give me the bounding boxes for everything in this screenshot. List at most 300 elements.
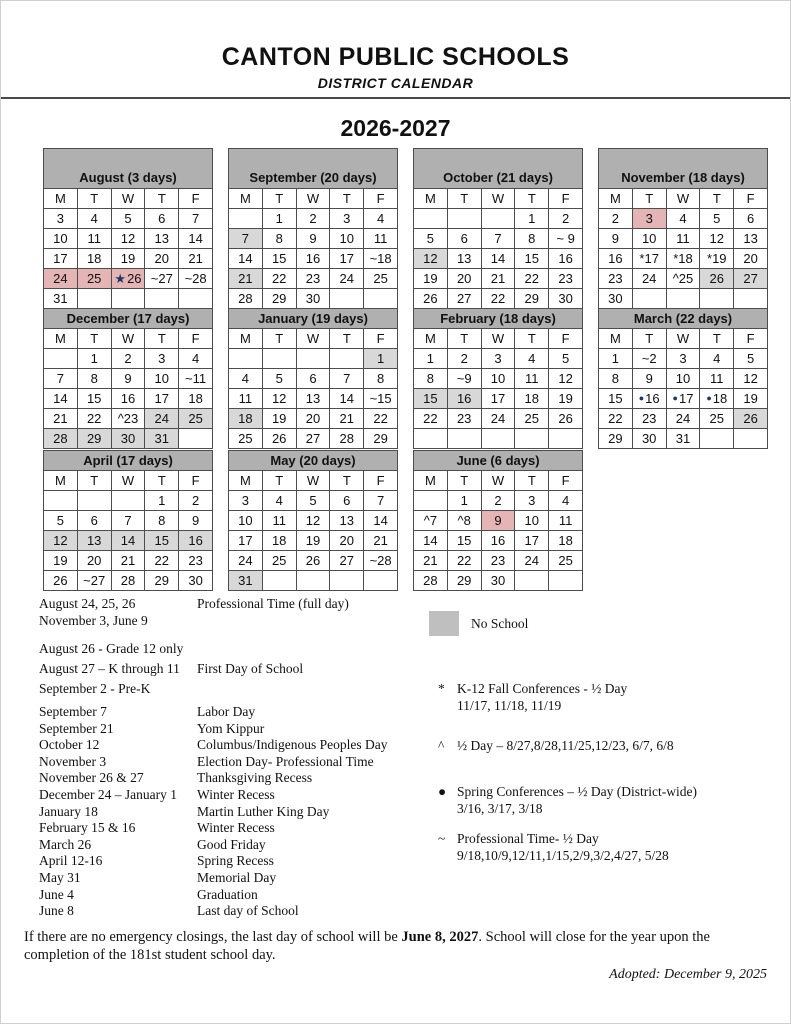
day-cell: 17 <box>330 249 364 269</box>
event-row <box>39 787 439 804</box>
week-row <box>599 429 768 449</box>
day-cell <box>229 349 263 369</box>
month-table-august <box>43 148 213 309</box>
no-school-swatch <box>429 611 459 636</box>
symbol-legend-row <box>429 830 774 864</box>
first-day-line-1: August 26 - Grade 12 only <box>39 641 184 656</box>
month-table-june <box>413 450 583 591</box>
day-cell <box>44 491 78 511</box>
weekday-label: W <box>666 329 700 349</box>
day-cell: 8 <box>414 369 448 389</box>
month-table-january <box>228 308 398 449</box>
day-cell: 12 <box>111 229 145 249</box>
day-cell: 18 <box>77 249 111 269</box>
day-cell: 15 <box>414 389 448 409</box>
day-cell: 17 <box>229 531 263 551</box>
month-table-november <box>598 148 768 309</box>
day-cell: 16 <box>447 389 481 409</box>
day-cell <box>414 209 448 229</box>
day-cell: 3 <box>666 349 700 369</box>
day-cell: 2 <box>111 349 145 369</box>
day-cell: 26 <box>549 409 583 429</box>
day-cell: 28 <box>229 289 263 309</box>
day-cell: 17 <box>481 389 515 409</box>
month-table-december <box>43 308 213 449</box>
event-row <box>39 820 439 837</box>
day-cell: ~28 <box>364 551 398 571</box>
legend-left-column <box>39 595 439 920</box>
day-cell: 6 <box>330 491 364 511</box>
week-row <box>229 229 398 249</box>
day-cell: 23 <box>549 269 583 289</box>
weekday-label: F <box>549 329 583 349</box>
day-cell: 23 <box>447 409 481 429</box>
day-cell: 28 <box>330 429 364 449</box>
day-cell: 1 <box>414 349 448 369</box>
day-cell: 17 <box>145 389 179 409</box>
week-row <box>414 249 583 269</box>
weekday-label: F <box>549 189 583 209</box>
week-row <box>229 551 398 571</box>
day-cell: 11 <box>549 511 583 531</box>
month-table-april <box>43 450 213 591</box>
weekday-label: T <box>145 189 179 209</box>
event-date: September 21 <box>39 720 114 736</box>
weekday-label: M <box>414 329 448 349</box>
day-cell <box>44 349 78 369</box>
day-cell: ●18 <box>700 389 734 409</box>
day-cell: 10 <box>481 369 515 389</box>
day-cell: 3 <box>481 349 515 369</box>
day-cell: 30 <box>599 289 633 309</box>
weekday-label: T <box>330 189 364 209</box>
weekday-label: T <box>330 329 364 349</box>
day-cell <box>229 209 263 229</box>
day-cell: 28 <box>44 429 78 449</box>
day-cell <box>364 289 398 309</box>
day-cell: 12 <box>44 531 78 551</box>
day-cell: 16 <box>481 531 515 551</box>
weekday-label: T <box>447 471 481 491</box>
week-row <box>414 511 583 531</box>
day-cell: 20 <box>145 249 179 269</box>
day-cell: 12 <box>700 229 734 249</box>
symbol-text: 11/17, 11/18, 11/19 <box>457 698 562 713</box>
day-cell: 25 <box>364 269 398 289</box>
day-cell: 21 <box>44 409 78 429</box>
day-cell: 31 <box>666 429 700 449</box>
day-cell: 19 <box>111 249 145 269</box>
week-row <box>599 409 768 429</box>
footer-text-post: . School will close for the year upon the completion of the 181st student school day. <box>24 929 710 963</box>
day-cell: 16 <box>179 531 213 551</box>
day-cell: ●16 <box>632 389 666 409</box>
day-cell: 17 <box>44 249 78 269</box>
day-cell: 31 <box>229 571 263 591</box>
weekday-label: F <box>549 471 583 491</box>
day-cell: 22 <box>145 551 179 571</box>
week-row <box>414 531 583 551</box>
day-cell: 30 <box>111 429 145 449</box>
day-cell: 1 <box>77 349 111 369</box>
symbol-text: K-12 Fall Conferences - ½ Day <box>457 681 628 696</box>
day-cell: 10 <box>145 369 179 389</box>
day-cell <box>734 429 768 449</box>
weekday-label: T <box>700 189 734 209</box>
day-cell: 7 <box>111 511 145 531</box>
professional-time-legend <box>39 595 439 629</box>
day-cell: 11 <box>515 369 549 389</box>
week-row <box>44 571 213 591</box>
day-cell: 5 <box>734 349 768 369</box>
week-row <box>414 429 583 449</box>
day-cell: 4 <box>515 349 549 369</box>
day-cell: 29 <box>447 571 481 591</box>
day-cell: 22 <box>77 409 111 429</box>
day-cell: 10 <box>632 229 666 249</box>
day-cell: 9 <box>296 229 330 249</box>
day-cell: ~ 9 <box>549 229 583 249</box>
week-row <box>44 389 213 409</box>
day-cell: 7 <box>229 229 263 249</box>
day-cell: 4 <box>77 209 111 229</box>
day-cell: *19 <box>700 249 734 269</box>
week-row <box>229 531 398 551</box>
day-cell <box>515 571 549 591</box>
day-cell <box>481 429 515 449</box>
week-row <box>414 209 583 229</box>
event-date: December 24 – January 1 <box>39 786 177 802</box>
weekday-label: W <box>481 471 515 491</box>
day-cell: 6 <box>77 511 111 531</box>
day-cell: 29 <box>599 429 633 449</box>
calendar-row-2 <box>43 308 768 449</box>
month-title: May (20 days) <box>229 451 398 471</box>
day-cell: 29 <box>77 429 111 449</box>
day-cell: 16 <box>599 249 633 269</box>
day-cell: ~9 <box>447 369 481 389</box>
event-name: Columbus/Indigenous Peoples Day <box>197 737 388 753</box>
week-row <box>414 349 583 369</box>
day-cell: ~18 <box>364 249 398 269</box>
weekday-label: F <box>734 189 768 209</box>
day-cell: 20 <box>330 531 364 551</box>
day-cell: 25 <box>515 409 549 429</box>
day-cell: 3 <box>632 209 666 229</box>
day-cell: 25 <box>700 409 734 429</box>
day-cell: ~2 <box>632 349 666 369</box>
day-cell: 24 <box>229 551 263 571</box>
symbol-legend-row <box>429 783 774 817</box>
dot-icon: ● <box>706 393 712 403</box>
day-cell: 26 <box>296 551 330 571</box>
day-cell: 22 <box>481 289 515 309</box>
day-cell: 18 <box>262 531 296 551</box>
event-date: November 26 & 27 <box>39 770 144 786</box>
week-row <box>599 229 768 249</box>
day-cell: 17 <box>515 531 549 551</box>
first-day-line-3: September 2 - Pre-K <box>39 681 151 696</box>
day-cell: 11 <box>229 389 263 409</box>
month-table-september <box>228 148 398 309</box>
day-cell: 3 <box>229 491 263 511</box>
month-table-october <box>413 148 583 309</box>
day-cell: 14 <box>414 531 448 551</box>
day-cell: ~15 <box>364 389 398 409</box>
day-cell <box>179 289 213 309</box>
day-cell <box>77 289 111 309</box>
page-header <box>1 1 790 142</box>
symbol-text: Professional Time- ½ Day <box>457 831 599 846</box>
day-cell: 3 <box>515 491 549 511</box>
week-row <box>44 249 213 269</box>
day-cell: 9 <box>179 511 213 531</box>
day-cell: 4 <box>549 491 583 511</box>
symbol-glyph: ~ <box>438 831 446 846</box>
event-name: Winter Recess <box>197 820 275 836</box>
day-cell: ●17 <box>666 389 700 409</box>
weekday-label: T <box>515 189 549 209</box>
month-title: September (20 days) <box>229 149 398 189</box>
day-cell: 29 <box>364 429 398 449</box>
weekday-label: T <box>262 329 296 349</box>
event-row <box>39 887 439 904</box>
week-row <box>44 269 213 289</box>
month-table-february <box>413 308 583 449</box>
day-cell: 7 <box>44 369 78 389</box>
footer-note <box>24 929 770 964</box>
week-row <box>44 289 213 309</box>
week-row <box>414 289 583 309</box>
weekday-label: M <box>44 329 78 349</box>
day-cell: 14 <box>44 389 78 409</box>
day-cell <box>179 429 213 449</box>
day-cell <box>296 571 330 591</box>
day-cell: 8 <box>364 369 398 389</box>
event-name: Spring Recess <box>197 853 274 869</box>
day-cell: 8 <box>77 369 111 389</box>
event-date: January 18 <box>39 803 98 819</box>
day-cell: 26 <box>262 429 296 449</box>
weekday-label: T <box>145 471 179 491</box>
weekday-label: T <box>515 471 549 491</box>
weekday-label: M <box>414 471 448 491</box>
day-cell <box>330 571 364 591</box>
event-name: Good Friday <box>197 836 266 852</box>
day-cell: 10 <box>330 229 364 249</box>
weekday-label: F <box>364 471 398 491</box>
event-name: Memorial Day <box>197 869 277 885</box>
star-icon: ★ <box>114 271 127 286</box>
day-cell <box>549 571 583 591</box>
day-cell <box>700 289 734 309</box>
day-cell: 26 <box>414 289 448 309</box>
day-cell: 26 <box>734 409 768 429</box>
calendar-row-3 <box>43 450 583 591</box>
day-cell: 31 <box>145 429 179 449</box>
weekday-label: T <box>77 471 111 491</box>
day-cell: 27 <box>330 551 364 571</box>
week-row <box>44 491 213 511</box>
weekday-label: T <box>77 329 111 349</box>
weekday-label: F <box>734 329 768 349</box>
day-cell: 24 <box>632 269 666 289</box>
day-cell: 30 <box>549 289 583 309</box>
day-cell: 20 <box>734 249 768 269</box>
day-cell: 5 <box>262 369 296 389</box>
day-cell <box>77 491 111 511</box>
day-cell: 20 <box>296 409 330 429</box>
week-row <box>599 349 768 369</box>
day-cell: 14 <box>481 249 515 269</box>
event-date: March 26 <box>39 836 92 852</box>
day-cell: 22 <box>262 269 296 289</box>
day-cell: 21 <box>481 269 515 289</box>
event-row <box>39 737 439 754</box>
week-row <box>599 269 768 289</box>
week-row <box>599 249 768 269</box>
weekday-label: T <box>145 329 179 349</box>
professional-time-label: Professional Time (full day) <box>197 596 349 611</box>
symbol-text: Spring Conferences – ½ Day (District-wide) <box>457 784 697 799</box>
day-cell: 28 <box>111 571 145 591</box>
week-row <box>229 511 398 531</box>
week-row <box>414 571 583 591</box>
day-cell: 2 <box>481 491 515 511</box>
school-year: 2026-2027 <box>340 115 451 141</box>
weekday-label: W <box>111 471 145 491</box>
weekday-label: M <box>229 189 263 209</box>
week-row <box>44 209 213 229</box>
weekday-label: M <box>599 329 633 349</box>
day-cell: 15 <box>77 389 111 409</box>
week-row <box>229 389 398 409</box>
weekday-label: M <box>229 471 263 491</box>
weekday-label: T <box>447 189 481 209</box>
day-cell <box>666 289 700 309</box>
day-cell: 30 <box>481 571 515 591</box>
month-title: October (21 days) <box>414 149 583 189</box>
day-cell: 5 <box>700 209 734 229</box>
day-cell: 1 <box>447 491 481 511</box>
day-cell: ~11 <box>179 369 213 389</box>
day-cell: 9 <box>599 229 633 249</box>
week-row <box>44 349 213 369</box>
day-cell: 6 <box>145 209 179 229</box>
event-row <box>39 837 439 854</box>
day-cell: 5 <box>414 229 448 249</box>
day-cell: 11 <box>700 369 734 389</box>
day-cell: ~27 <box>77 571 111 591</box>
day-cell: 2 <box>549 209 583 229</box>
no-school-label: No School <box>471 616 529 631</box>
day-cell: 16 <box>111 389 145 409</box>
day-cell <box>515 429 549 449</box>
day-cell: 8 <box>262 229 296 249</box>
day-cell: 11 <box>77 229 111 249</box>
day-cell: 21 <box>179 249 213 269</box>
day-cell: 3 <box>44 209 78 229</box>
day-cell: 5 <box>549 349 583 369</box>
event-name: Thanksgiving Recess <box>197 770 313 786</box>
week-row <box>44 369 213 389</box>
day-cell: 4 <box>262 491 296 511</box>
day-cell: 6 <box>734 209 768 229</box>
day-cell: 23 <box>481 551 515 571</box>
day-cell <box>632 289 666 309</box>
day-cell: 7 <box>330 369 364 389</box>
day-cell <box>330 289 364 309</box>
week-row <box>44 409 213 429</box>
day-cell: 26 <box>700 269 734 289</box>
weekday-label: W <box>111 189 145 209</box>
day-cell: 22 <box>414 409 448 429</box>
event-row <box>39 704 439 721</box>
week-row <box>229 429 398 449</box>
event-date: November 3 <box>39 753 107 769</box>
day-cell <box>734 289 768 309</box>
week-row <box>414 229 583 249</box>
day-cell <box>111 491 145 511</box>
day-cell: 18 <box>549 531 583 551</box>
day-cell: ^23 <box>111 409 145 429</box>
day-cell: 13 <box>734 229 768 249</box>
day-cell: 15 <box>447 531 481 551</box>
week-row <box>229 369 398 389</box>
week-row <box>229 249 398 269</box>
day-cell: 29 <box>145 571 179 591</box>
day-cell: 4 <box>229 369 263 389</box>
week-row <box>229 209 398 229</box>
week-row <box>44 229 213 249</box>
day-cell: 18 <box>515 389 549 409</box>
weekday-label: T <box>330 471 364 491</box>
event-date: May 31 <box>39 869 81 885</box>
week-row <box>44 429 213 449</box>
day-cell: 12 <box>734 369 768 389</box>
weekday-label: F <box>179 471 213 491</box>
weekday-label: T <box>632 189 666 209</box>
week-row <box>44 551 213 571</box>
day-cell: 11 <box>364 229 398 249</box>
day-cell: *17 <box>632 249 666 269</box>
day-cell: 3 <box>145 349 179 369</box>
day-cell: 11 <box>666 229 700 249</box>
day-cell: 19 <box>296 531 330 551</box>
day-cell: 6 <box>296 369 330 389</box>
week-row <box>414 389 583 409</box>
day-cell: 24 <box>481 409 515 429</box>
day-cell: 7 <box>481 229 515 249</box>
day-cell: 2 <box>447 349 481 369</box>
week-row <box>599 209 768 229</box>
weekday-label: W <box>481 189 515 209</box>
event-row <box>39 870 439 887</box>
symbol-legend-row <box>429 737 774 754</box>
events-list <box>39 704 439 920</box>
day-cell: 27 <box>734 269 768 289</box>
day-cell: 28 <box>414 571 448 591</box>
page-subtitle: DISTRICT CALENDAR <box>317 75 474 91</box>
weekday-label: F <box>364 329 398 349</box>
symbol-glyph: * <box>438 681 445 696</box>
day-cell: 5 <box>44 511 78 531</box>
first-day-legend <box>39 660 439 677</box>
day-cell: 10 <box>515 511 549 531</box>
day-cell <box>414 491 448 511</box>
day-cell: 3 <box>330 209 364 229</box>
event-row <box>39 903 439 920</box>
